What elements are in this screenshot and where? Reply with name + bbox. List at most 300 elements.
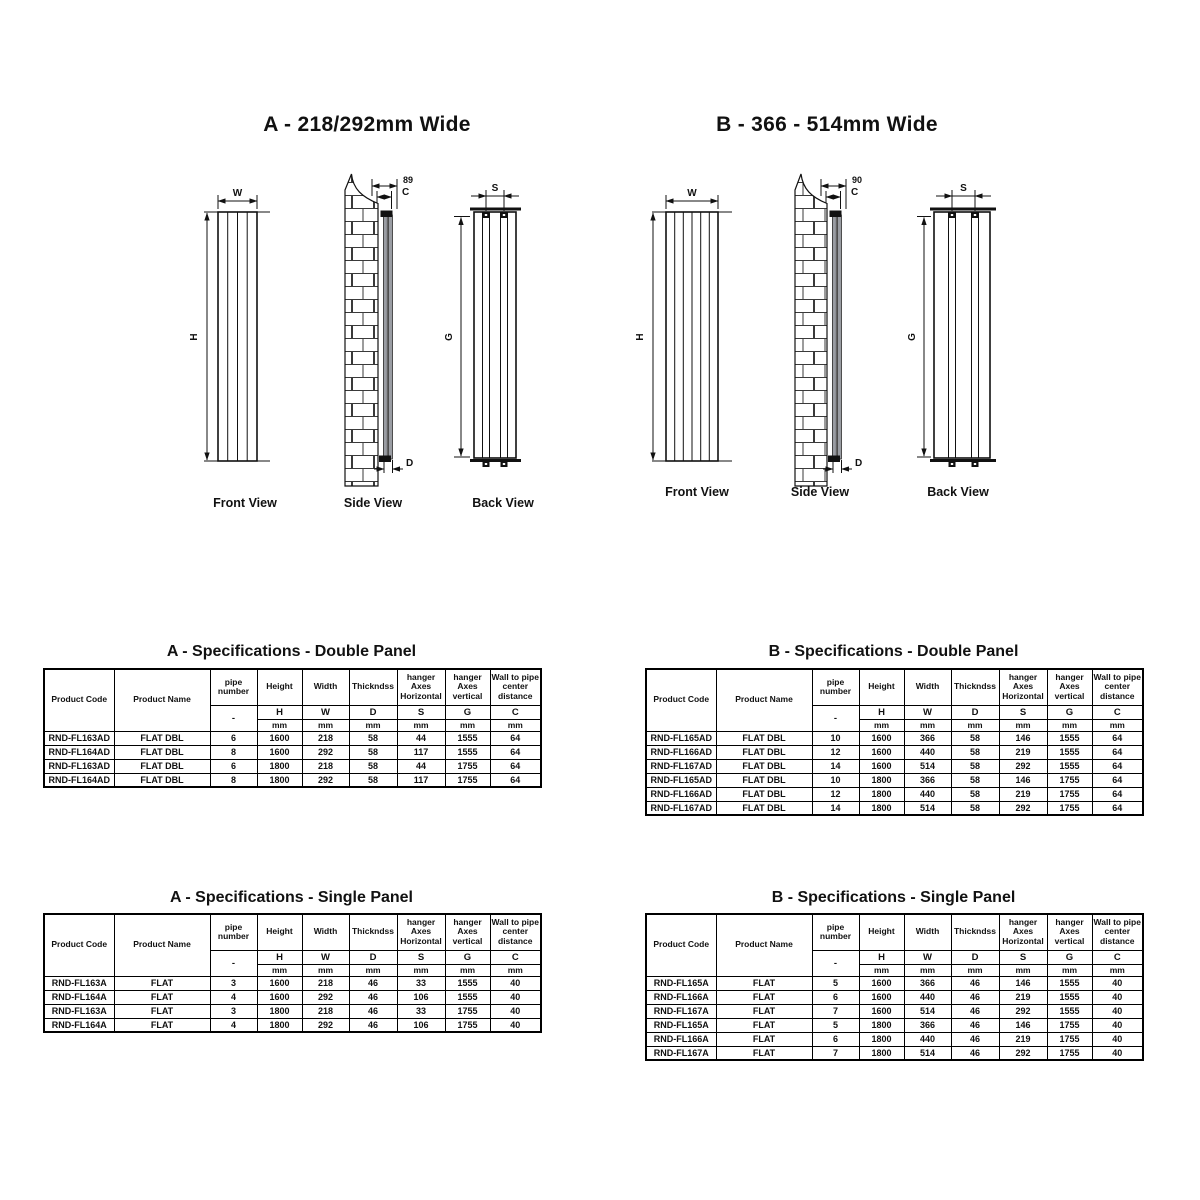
- dim-g-a: G: [444, 333, 455, 341]
- unit-header: mm: [1092, 719, 1143, 731]
- spec-cell: 46: [951, 1046, 999, 1060]
- front-view-b: [652, 195, 732, 461]
- spec-cell: FLAT: [716, 1046, 812, 1060]
- spec-cell: 58: [951, 745, 999, 759]
- spec-cell: FLAT DBL: [716, 759, 812, 773]
- spec-cell: RND-FL164A: [44, 990, 114, 1004]
- spec-cell: RND-FL166A: [646, 1032, 716, 1046]
- col-header: pipe number: [812, 669, 859, 705]
- spec-cell: 64: [1092, 773, 1143, 787]
- spec-cell: 514: [904, 1046, 951, 1060]
- col-header: Thickndss: [349, 914, 397, 950]
- spec-row: [646, 1032, 1143, 1046]
- spec-cell: 1755: [1047, 1018, 1092, 1032]
- symbol-header: H: [257, 950, 302, 964]
- col-header: Thickndss: [951, 914, 999, 950]
- spec-cell: 12: [812, 787, 859, 801]
- spec-cell: 1755: [1047, 801, 1092, 815]
- spec-cell: FLAT: [716, 1032, 812, 1046]
- unit-header: mm: [904, 719, 951, 731]
- spec-cell: 1555: [445, 976, 490, 990]
- symbol-dash: -: [210, 705, 257, 731]
- col-header: Width: [302, 914, 349, 950]
- col-header: hanger Axes vertical: [1047, 914, 1092, 950]
- spec-cell: 366: [904, 1018, 951, 1032]
- side-view-b: [795, 174, 852, 486]
- spec-cell: 366: [904, 731, 951, 745]
- table-title-b-single: B - Specifications - Single Panel: [771, 889, 1016, 906]
- symbol-dash: -: [812, 950, 859, 976]
- spec-cell: 12: [812, 745, 859, 759]
- symbol-dash: -: [812, 705, 859, 731]
- col-header: hanger Axes Horizontal: [397, 669, 445, 705]
- spec-cell: 7: [812, 1046, 859, 1060]
- spec-cell: 33: [397, 976, 445, 990]
- unit-header: mm: [999, 964, 1047, 976]
- spec-cell: 1800: [257, 1018, 302, 1032]
- spec-cell: 1755: [445, 1018, 490, 1032]
- spec-row: [646, 976, 1143, 990]
- spec-cell: FLAT: [716, 1018, 812, 1032]
- col-header: Height: [859, 914, 904, 950]
- spec-cell: RND-FL167A: [646, 1046, 716, 1060]
- symbol-dash: -: [210, 950, 257, 976]
- spec-cell: 1800: [859, 1046, 904, 1060]
- unit-header: mm: [490, 719, 541, 731]
- spec-row: [646, 801, 1143, 815]
- spec-cell: FLAT: [114, 990, 210, 1004]
- spec-cell: 40: [490, 990, 541, 1004]
- spec-cell: 46: [951, 1032, 999, 1046]
- unit-header: mm: [1047, 719, 1092, 731]
- symbol-header: D: [349, 950, 397, 964]
- spec-cell: 1555: [1047, 759, 1092, 773]
- view-label-side-b: Side View: [790, 485, 850, 499]
- spec-cell: 64: [490, 773, 541, 787]
- spec-cell: 1755: [445, 773, 490, 787]
- spec-cell: 46: [951, 1018, 999, 1032]
- view-label-back-b: Back View: [927, 485, 989, 499]
- spec-cell: 40: [490, 976, 541, 990]
- spec-cell: 292: [999, 759, 1047, 773]
- spec-cell: 292: [999, 1046, 1047, 1060]
- symbol-header: G: [445, 705, 490, 719]
- spec-cell: 366: [904, 976, 951, 990]
- spec-cell: 1755: [1047, 1046, 1092, 1060]
- spec-cell: FLAT: [716, 976, 812, 990]
- col-header: Width: [302, 669, 349, 705]
- spec-cell: 1555: [1047, 976, 1092, 990]
- spec-table-a-single: [43, 913, 542, 1033]
- spec-cell: 1755: [445, 1004, 490, 1018]
- spec-cell: 7: [812, 1004, 859, 1018]
- spec-cell: FLAT DBL: [716, 801, 812, 815]
- spec-cell: RND-FL166AD: [646, 745, 716, 759]
- col-header: Width: [904, 669, 951, 705]
- col-header-product-name: Product Name: [716, 914, 812, 976]
- spec-row: [44, 1004, 541, 1018]
- spec-cell: 64: [1092, 745, 1143, 759]
- spec-cell: RND-FL165AD: [646, 731, 716, 745]
- spec-cell: 46: [951, 1004, 999, 1018]
- spec-cell: FLAT: [716, 1004, 812, 1018]
- front-view-a: [204, 195, 270, 461]
- section-a-title: A - 218/292mm Wide: [263, 113, 471, 136]
- spec-cell: 292: [302, 990, 349, 1004]
- spec-cell: 40: [1092, 1046, 1143, 1060]
- spec-cell: 146: [999, 1018, 1047, 1032]
- spec-cell: RND-FL165AD: [646, 773, 716, 787]
- spec-cell: FLAT DBL: [114, 745, 210, 759]
- dim-s-a: S: [491, 183, 499, 194]
- dim-offset-a: 89: [403, 175, 414, 185]
- dim-g-b: G: [907, 333, 918, 341]
- symbol-header: C: [490, 705, 541, 719]
- spec-cell: 58: [951, 787, 999, 801]
- spec-row: [44, 976, 541, 990]
- dim-d-a: D: [406, 458, 414, 469]
- col-header: hanger Axes vertical: [445, 914, 490, 950]
- symbol-header: S: [397, 705, 445, 719]
- symbol-header: G: [1047, 705, 1092, 719]
- spec-cell: 1800: [257, 1004, 302, 1018]
- dim-d-b: D: [855, 458, 863, 469]
- spec-row: [646, 731, 1143, 745]
- col-header: hanger Axes Horizontal: [999, 914, 1047, 950]
- spec-cell: 40: [490, 1004, 541, 1018]
- unit-header: mm: [951, 719, 999, 731]
- diagram-b-drawing: [610, 165, 1010, 495]
- spec-cell: 64: [1092, 801, 1143, 815]
- unit-header: mm: [859, 964, 904, 976]
- spec-cell: RND-FL163A: [44, 1004, 114, 1018]
- unit-header: mm: [257, 719, 302, 731]
- symbol-header: C: [1092, 950, 1143, 964]
- spec-cell: 6: [812, 990, 859, 1004]
- col-header: Wall to pipe center distance: [490, 669, 541, 705]
- spec-cell: FLAT: [114, 1018, 210, 1032]
- col-header-product-name: Product Name: [114, 669, 210, 731]
- spec-cell: 4: [210, 990, 257, 1004]
- spec-cell: 40: [1092, 1018, 1143, 1032]
- symbol-header: W: [904, 950, 951, 964]
- spec-cell: 1755: [1047, 787, 1092, 801]
- symbol-header: S: [397, 950, 445, 964]
- view-label-side-a: Side View: [343, 496, 403, 510]
- spec-cell: 6: [812, 1032, 859, 1046]
- unit-header: mm: [349, 964, 397, 976]
- col-header: Wall to pipe center distance: [1092, 669, 1143, 705]
- dim-h-a: H: [189, 333, 200, 341]
- symbol-header: G: [1047, 950, 1092, 964]
- spec-cell: 219: [999, 787, 1047, 801]
- spec-cell: 106: [397, 990, 445, 1004]
- spec-cell: 292: [302, 745, 349, 759]
- spec-cell: 1600: [859, 745, 904, 759]
- section-b-title: B - 366 - 514mm Wide: [716, 113, 938, 136]
- spec-cell: 8: [210, 773, 257, 787]
- col-header-product-code: Product Code: [646, 669, 716, 731]
- spec-cell: 58: [349, 773, 397, 787]
- spec-cell: 514: [904, 1004, 951, 1018]
- dim-c-b: C: [851, 187, 859, 198]
- dim-c-a: C: [402, 187, 410, 198]
- spec-cell: 514: [904, 801, 951, 815]
- col-header: hanger Axes Horizontal: [999, 669, 1047, 705]
- symbol-header: D: [349, 705, 397, 719]
- spec-cell: FLAT DBL: [114, 773, 210, 787]
- spec-cell: 219: [999, 990, 1047, 1004]
- spec-cell: 440: [904, 787, 951, 801]
- col-header: Thickndss: [349, 669, 397, 705]
- spec-cell: 366: [904, 773, 951, 787]
- col-header: hanger Axes vertical: [1047, 669, 1092, 705]
- spec-row: [646, 1004, 1143, 1018]
- spec-cell: 46: [951, 976, 999, 990]
- spec-cell: 64: [1092, 787, 1143, 801]
- diagram-a-drawing: [170, 165, 555, 495]
- unit-header: mm: [445, 964, 490, 976]
- spec-cell: 5: [812, 976, 859, 990]
- spec-cell: 1555: [1047, 1004, 1092, 1018]
- spec-row: [44, 731, 541, 745]
- unit-header: mm: [349, 719, 397, 731]
- spec-row: [646, 745, 1143, 759]
- symbol-header: W: [302, 950, 349, 964]
- spec-cell: 1555: [445, 990, 490, 1004]
- col-header: hanger Axes Horizontal: [397, 914, 445, 950]
- spec-cell: 146: [999, 731, 1047, 745]
- spec-cell: 292: [999, 1004, 1047, 1018]
- spec-cell: RND-FL163AD: [44, 731, 114, 745]
- spec-cell: 1600: [859, 731, 904, 745]
- spec-cell: 1600: [859, 1004, 904, 1018]
- spec-cell: 1555: [1047, 745, 1092, 759]
- spec-cell: 40: [1092, 1032, 1143, 1046]
- unit-header: mm: [302, 719, 349, 731]
- dim-h-b: H: [635, 333, 646, 341]
- spec-cell: 1800: [859, 773, 904, 787]
- symbol-header: C: [490, 950, 541, 964]
- unit-header: mm: [1047, 964, 1092, 976]
- dim-w-b: W: [687, 188, 697, 199]
- spec-cell: 3: [210, 976, 257, 990]
- unit-header: mm: [445, 719, 490, 731]
- spec-cell: 1600: [257, 731, 302, 745]
- col-header: Height: [257, 914, 302, 950]
- spec-cell: 40: [1092, 1004, 1143, 1018]
- spec-cell: 58: [349, 745, 397, 759]
- col-header: Height: [257, 669, 302, 705]
- spec-cell: 64: [490, 759, 541, 773]
- spec-cell: 64: [1092, 759, 1143, 773]
- spec-cell: FLAT DBL: [114, 759, 210, 773]
- spec-cell: FLAT DBL: [716, 745, 812, 759]
- spec-cell: 44: [397, 731, 445, 745]
- spec-cell: 1555: [445, 745, 490, 759]
- col-header-product-code: Product Code: [44, 914, 114, 976]
- symbol-header: C: [1092, 705, 1143, 719]
- spec-cell: 4: [210, 1018, 257, 1032]
- symbol-header: D: [951, 950, 999, 964]
- symbol-header: H: [257, 705, 302, 719]
- spec-cell: 10: [812, 731, 859, 745]
- col-header: Height: [859, 669, 904, 705]
- spec-cell: 64: [490, 731, 541, 745]
- spec-cell: 1600: [859, 976, 904, 990]
- dim-s-b: S: [960, 183, 967, 194]
- table-title-b-double: B - Specifications - Double Panel: [768, 643, 1019, 660]
- spec-cell: RND-FL167AD: [646, 759, 716, 773]
- back-view-b: [917, 190, 996, 467]
- spec-cell: 146: [999, 773, 1047, 787]
- spec-cell: RND-FL164AD: [44, 773, 114, 787]
- spec-cell: RND-FL165A: [646, 976, 716, 990]
- symbol-header: D: [951, 705, 999, 719]
- col-header-product-name: Product Name: [114, 914, 210, 976]
- spec-cell: 46: [349, 1018, 397, 1032]
- back-view-a: [454, 190, 521, 467]
- spec-row: [646, 1046, 1143, 1060]
- spec-row: [646, 1018, 1143, 1032]
- spec-row: [646, 990, 1143, 1004]
- spec-cell: 218: [302, 759, 349, 773]
- spec-row: [646, 773, 1143, 787]
- spec-cell: 40: [1092, 976, 1143, 990]
- spec-cell: 1800: [257, 773, 302, 787]
- spec-cell: RND-FL164A: [44, 1018, 114, 1032]
- spec-cell: FLAT DBL: [716, 787, 812, 801]
- spec-cell: 33: [397, 1004, 445, 1018]
- spec-cell: 1600: [257, 976, 302, 990]
- unit-header: mm: [490, 964, 541, 976]
- spec-cell: RND-FL165A: [646, 1018, 716, 1032]
- spec-cell: FLAT DBL: [716, 773, 812, 787]
- col-header: Thickndss: [951, 669, 999, 705]
- spec-cell: 3: [210, 1004, 257, 1018]
- unit-header: mm: [397, 964, 445, 976]
- spec-cell: RND-FL163AD: [44, 759, 114, 773]
- spec-cell: 58: [951, 801, 999, 815]
- spec-cell: 58: [349, 759, 397, 773]
- spec-cell: 1755: [1047, 773, 1092, 787]
- symbol-header: H: [859, 950, 904, 964]
- col-header: Width: [904, 914, 951, 950]
- spec-cell: 6: [210, 759, 257, 773]
- spec-cell: 64: [490, 745, 541, 759]
- spec-row: [44, 990, 541, 1004]
- col-header: Wall to pipe center distance: [490, 914, 541, 950]
- col-header: Wall to pipe center distance: [1092, 914, 1143, 950]
- unit-header: mm: [302, 964, 349, 976]
- col-header-product-code: Product Code: [646, 914, 716, 976]
- spec-cell: 46: [349, 976, 397, 990]
- symbol-header: H: [859, 705, 904, 719]
- col-header-product-name: Product Name: [716, 669, 812, 731]
- spec-cell: 1600: [257, 990, 302, 1004]
- dim-offset-b: 90: [852, 175, 863, 185]
- spec-table-b-single: [645, 913, 1144, 1061]
- side-view-a: [345, 174, 403, 486]
- unit-header: mm: [1092, 964, 1143, 976]
- spec-cell: 5: [812, 1018, 859, 1032]
- spec-table-a-double: [43, 668, 542, 788]
- spec-cell: RND-FL163A: [44, 976, 114, 990]
- spec-cell: 440: [904, 1032, 951, 1046]
- spec-cell: FLAT: [716, 990, 812, 1004]
- spec-cell: 1800: [859, 787, 904, 801]
- symbol-header: W: [904, 705, 951, 719]
- spec-cell: 219: [999, 745, 1047, 759]
- spec-cell: 117: [397, 745, 445, 759]
- unit-header: mm: [999, 719, 1047, 731]
- spec-cell: 1800: [859, 1018, 904, 1032]
- col-header: pipe number: [210, 914, 257, 950]
- col-header: pipe number: [210, 669, 257, 705]
- spec-cell: 219: [999, 1032, 1047, 1046]
- spec-cell: FLAT DBL: [716, 731, 812, 745]
- spec-cell: 46: [951, 990, 999, 1004]
- spec-cell: 58: [951, 731, 999, 745]
- symbol-header: S: [999, 950, 1047, 964]
- spec-cell: 117: [397, 773, 445, 787]
- spec-row: [44, 759, 541, 773]
- spec-cell: 44: [397, 759, 445, 773]
- spec-cell: 14: [812, 759, 859, 773]
- spec-cell: 40: [490, 1018, 541, 1032]
- spec-cell: RND-FL164AD: [44, 745, 114, 759]
- table-title-a-double: A - Specifications - Double Panel: [166, 643, 417, 660]
- spec-cell: RND-FL166AD: [646, 787, 716, 801]
- spec-cell: RND-FL167A: [646, 1004, 716, 1018]
- col-header: hanger Axes vertical: [445, 669, 490, 705]
- table-title-a-single: A - Specifications - Single Panel: [169, 889, 413, 906]
- spec-cell: 1800: [257, 759, 302, 773]
- spec-cell: 1755: [1047, 1032, 1092, 1046]
- spec-row: [646, 759, 1143, 773]
- spec-cell: 1600: [257, 745, 302, 759]
- spec-cell: 1600: [859, 990, 904, 1004]
- spec-cell: 146: [999, 976, 1047, 990]
- spec-row: [44, 773, 541, 787]
- spec-cell: 1800: [859, 801, 904, 815]
- spec-cell: 1555: [1047, 731, 1092, 745]
- spec-cell: 58: [951, 773, 999, 787]
- spec-cell: 440: [904, 745, 951, 759]
- col-header: pipe number: [812, 914, 859, 950]
- unit-header: mm: [951, 964, 999, 976]
- spec-cell: 6: [210, 731, 257, 745]
- spec-cell: 14: [812, 801, 859, 815]
- spec-cell: 58: [951, 759, 999, 773]
- unit-header: mm: [397, 719, 445, 731]
- dim-w-a: W: [232, 188, 243, 199]
- spec-cell: 58: [349, 731, 397, 745]
- unit-header: mm: [859, 719, 904, 731]
- view-label-front-b: Front View: [665, 485, 729, 499]
- symbol-header: W: [302, 705, 349, 719]
- spec-cell: RND-FL167AD: [646, 801, 716, 815]
- spec-cell: 292: [302, 773, 349, 787]
- spec-cell: 10: [812, 773, 859, 787]
- spec-cell: 218: [302, 731, 349, 745]
- spec-cell: 106: [397, 1018, 445, 1032]
- spec-cell: 1555: [1047, 990, 1092, 1004]
- spec-cell: 292: [999, 801, 1047, 815]
- spec-cell: 1600: [859, 759, 904, 773]
- spec-cell: 218: [302, 976, 349, 990]
- spec-cell: RND-FL166A: [646, 990, 716, 1004]
